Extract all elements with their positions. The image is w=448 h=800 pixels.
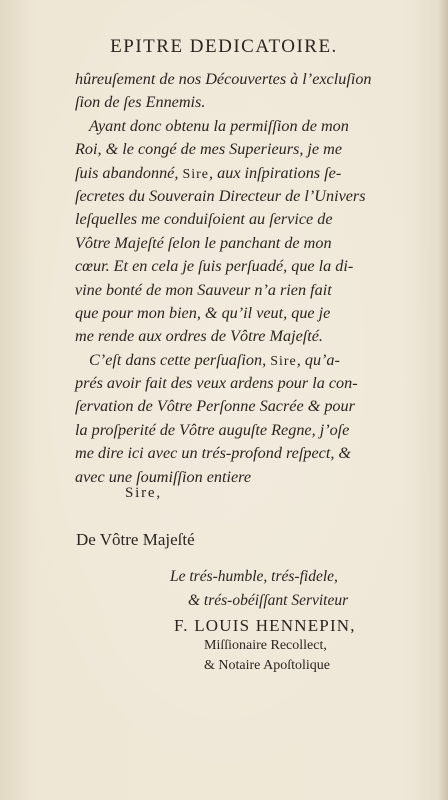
signature-block [170,568,420,678]
text-line: me rende aux ordres de Vôtre Majeſté. [75,327,323,346]
text-fragment: , qu’a- [296,350,340,369]
author-title: Miſſionaire Recollect, [204,638,327,653]
text-line [75,162,425,185]
text-line: prés avoir fait des veux ardens pour la con- [75,374,358,393]
text-line: avec une ſoumiſſion entiere [75,467,252,486]
text-fragment: C’eſt dans cette perſuaſion, [89,350,271,369]
text-fragment: , aux inſpirations ſe- [209,163,342,182]
text-line: que pour mon bien, & qu’il veut, que je [75,303,331,322]
closing-line: Le trés-humble, trés-fidele, [170,568,338,585]
address-line: De Vôtre Majeſté [76,530,195,549]
page-edge-shadow [438,0,448,800]
author-name: F. LOUIS HENNEPIN, [174,616,356,635]
text-line: Roi, & le congé de mes Superieurs, je me [75,140,343,159]
text-line: leſquelles me conduiſoient au ſervice de [75,210,333,229]
sire-inline: Sire [270,353,297,369]
text-line: vine bonté de mon Sauveur n’a rien fait [75,280,332,299]
salutation: Sire, [125,485,162,501]
dedication-body [75,68,425,489]
text-line: la proſperité de Vôtre auguſte Regne, j’oſe [75,420,350,439]
text-line: me dire ici avec un trés-profond reſpect, & [75,444,352,463]
text-line: Vôtre Majeſté ſelon le panchant de mon [75,233,332,252]
text-line: hûreuſement de nos Découvertes à l’excluſion [75,70,372,88]
text-line [75,349,425,372]
text-line: ſervation de Vôtre Perſonne Sacrée & pour [75,397,355,416]
text-line: cœur. Et en cela je ſuis perſuadé, que la di- [75,257,354,276]
author-title: & Notaire Apoſtolique [204,658,330,673]
text-fragment: ſuis abandonné, [75,163,183,182]
sire-inline: Sire [182,166,210,182]
running-head: EPITRE DEDICATOIRE. [110,36,338,57]
text-line: Ayant donc obtenu la permiſſion de mon [89,116,349,135]
closing-line: & trés-obéiſſant Serviteur [188,592,349,609]
text-line: ſion de ſes Ennemis. [75,93,206,112]
text-line: ſecretes du Souverain Directeur de l’Univers [75,186,366,205]
